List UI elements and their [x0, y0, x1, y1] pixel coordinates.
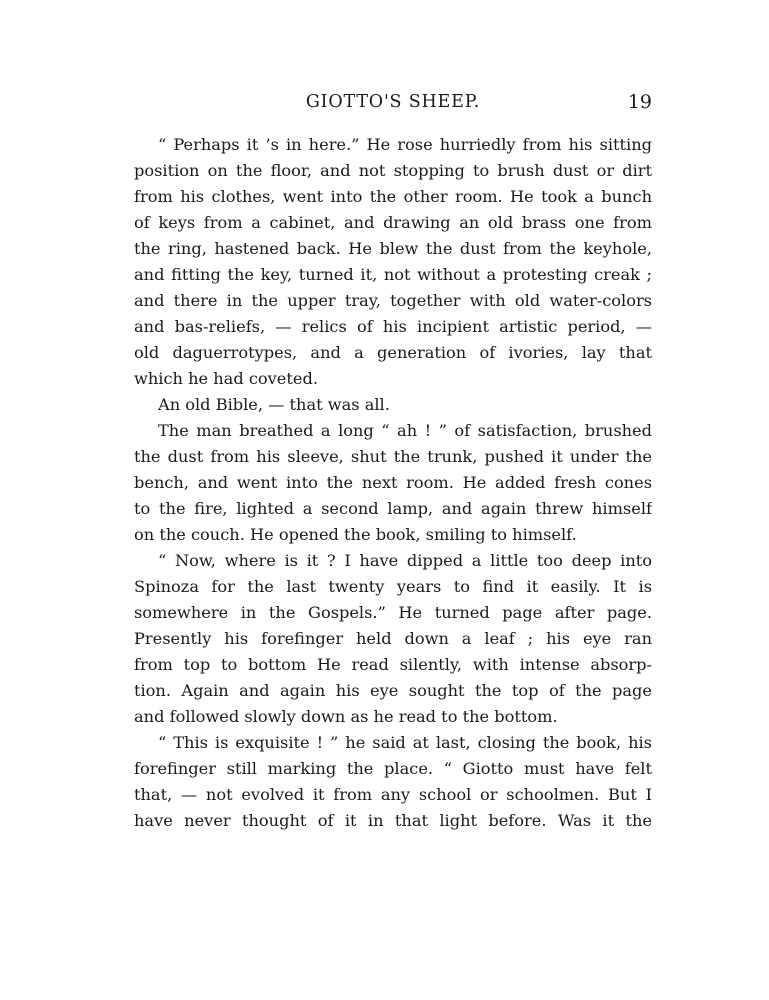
- text-line: An old Bible, — that was all.: [158, 395, 390, 414]
- text-line: forefinger still marking the place. “ Giotto must have felt: [134, 759, 652, 778]
- page-number: 19: [627, 91, 652, 113]
- text-line: “ This is exquisite ! ” he said at last, closing the book, his: [158, 733, 652, 752]
- text-line: to the fire, lighted a second lamp, and again threw himself: [134, 499, 652, 518]
- text-line: somewhere in the Gospels.” He turned page after page.: [134, 603, 652, 622]
- text-line: The man breathed a long “ ah ! ” of satisfaction, brushed: [158, 421, 652, 440]
- text-line: the dust from his sleeve, shut the trunk, pushed it under the: [134, 447, 652, 466]
- text-line: tion. Again and again his eye sought the top of the page: [134, 681, 652, 700]
- text-line: from his clothes, went into the other room. He took a bunch: [134, 187, 652, 206]
- text-line: Spinoza for the last twenty years to find it easily. It is: [134, 577, 652, 596]
- text-line: and there in the upper tray, together with old water-colors: [134, 291, 652, 310]
- text-line: which he had coveted.: [134, 369, 318, 388]
- text-line: Presently his forefinger held down a leaf ; his eye ran: [134, 629, 652, 648]
- text-line: and followed slowly down as he read to the bottom.: [134, 707, 558, 726]
- running-head-title: GIOTTO'S SHEEP.: [305, 92, 481, 112]
- text-line: of keys from a cabinet, and drawing an old brass one from: [134, 213, 652, 232]
- text-line: have never thought of it in that light before. Was it the: [134, 811, 652, 830]
- text-line: on the couch. He opened the book, smiling to himself.: [134, 525, 577, 544]
- text-line: from top to bottom He read silently, with intense absorp-: [134, 655, 652, 674]
- text-line: and fitting the key, turned it, not without a protesting creak ;: [134, 265, 652, 284]
- text-line: the ring, hastened back. He blew the dust from the keyhole,: [134, 239, 652, 258]
- text-line: bench, and went into the next room. He added fresh cones: [134, 473, 652, 492]
- text-line: position on the floor, and not stopping to brush dust or dirt: [134, 161, 652, 180]
- text-line: and bas-reliefs, — relics of his incipient artistic period, —: [134, 317, 652, 336]
- text-line: that, — not evolved it from any school or schoolmen. But I: [134, 785, 652, 804]
- body-text: [134, 132, 652, 834]
- text-line: “ Perhaps it ’s in here.” He rose hurriedly from his sitting: [158, 135, 652, 154]
- running-head: [134, 90, 652, 114]
- text-line: “ Now, where is it ? I have dipped a little too deep into: [158, 551, 652, 570]
- text-line: old daguerrotypes, and a generation of ivories, lay that: [134, 343, 652, 362]
